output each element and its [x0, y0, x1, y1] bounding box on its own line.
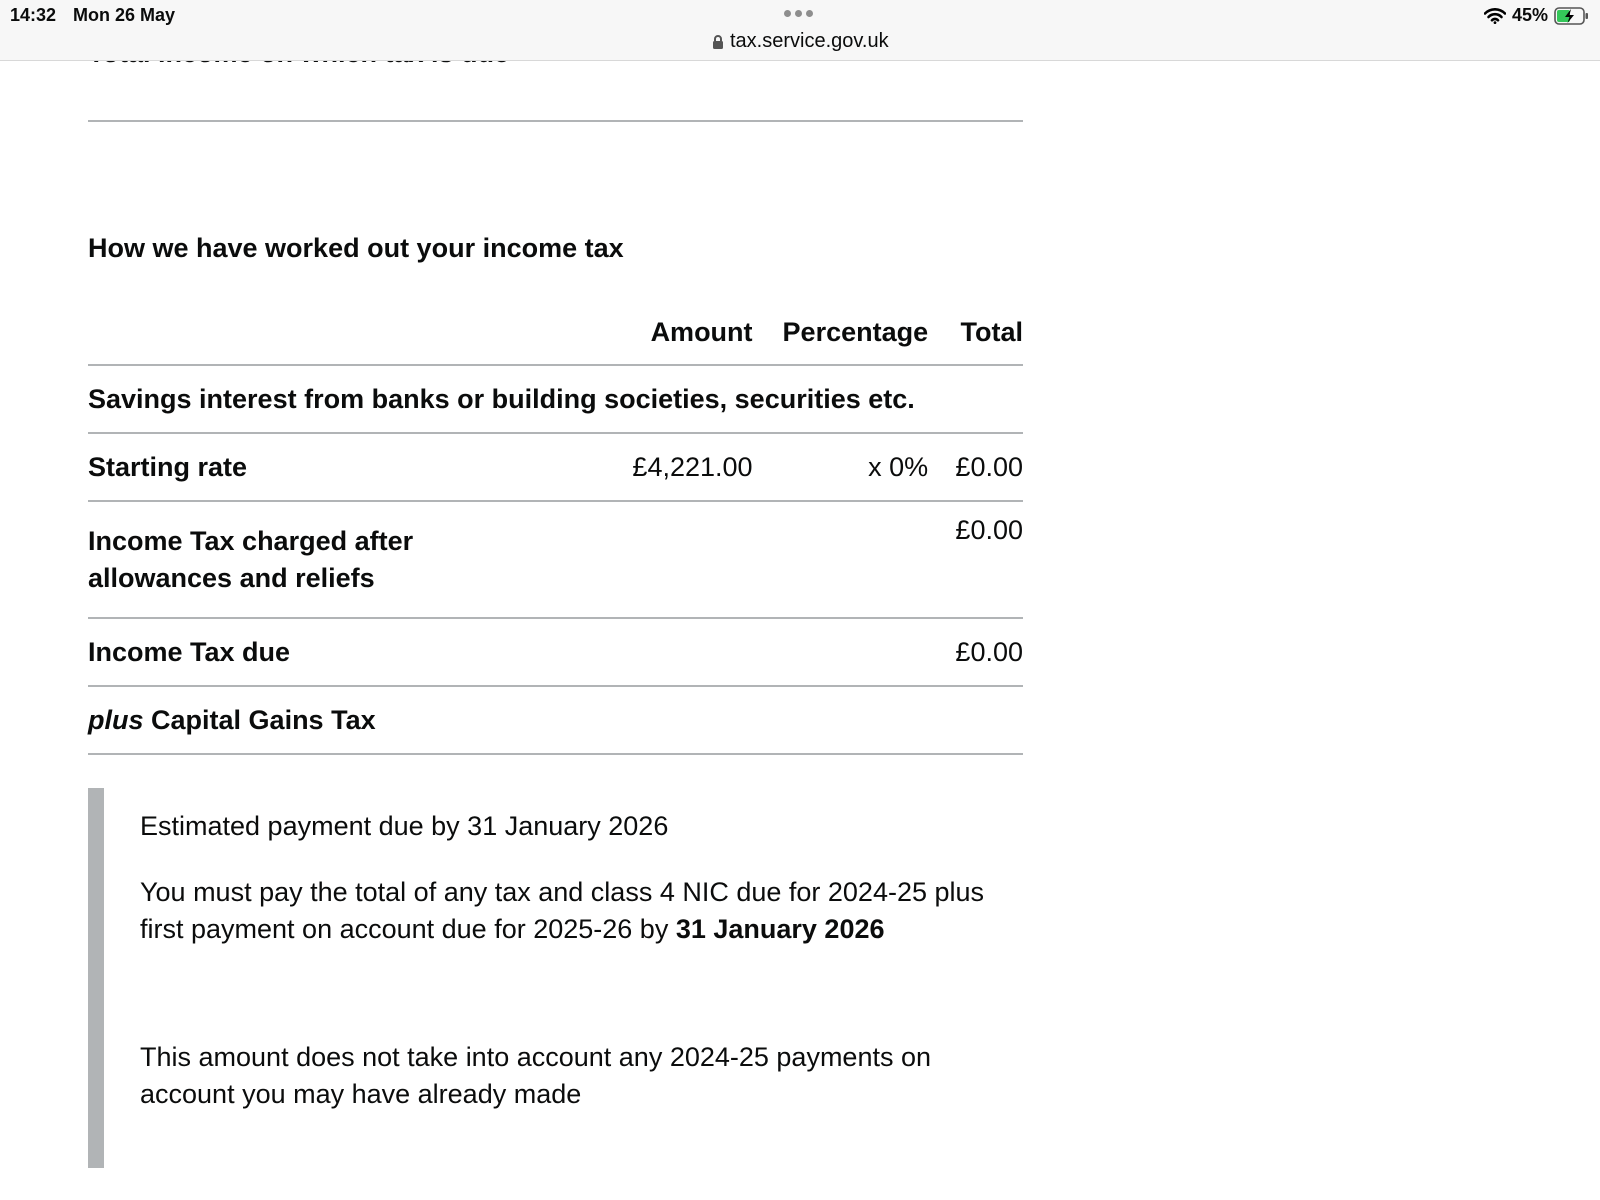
table-row-starting-rate	[88, 433, 1023, 501]
header-amount: Amount	[553, 300, 783, 365]
table-row-income-tax-due	[88, 618, 1023, 686]
header-description	[88, 300, 553, 365]
header-total: Total	[928, 300, 1023, 365]
table-header-row	[88, 300, 1023, 365]
address-bar[interactable]	[712, 30, 889, 53]
table-row-savings-heading	[88, 365, 1023, 433]
charged-after-allowances-total: £0.00	[955, 515, 1023, 545]
dot	[806, 10, 813, 17]
must-pay-text	[140, 874, 1020, 948]
must-pay-date: 31 January 2026	[675, 914, 885, 944]
status-time: 14:32	[10, 5, 57, 25]
empty-cell	[553, 618, 783, 686]
payment-inset	[88, 788, 1023, 1168]
income-tax-table	[88, 300, 1023, 755]
payments-on-account-note: This amount does not take into account any 2024-25 payments on account you may have already made	[140, 1042, 932, 1109]
lock-icon	[712, 34, 724, 50]
plus-prefix: plus	[88, 704, 144, 735]
battery-percentage: 45%	[1511, 5, 1548, 25]
starting-rate-amount: £4,221.00	[632, 451, 753, 482]
battery-charging-icon	[1554, 7, 1590, 25]
empty-cell	[783, 501, 929, 618]
section-divider	[88, 120, 1023, 122]
url-text: tax.service.gov.uk	[730, 30, 889, 52]
section-title: How we have worked out your income tax	[88, 233, 624, 263]
starting-rate-label: Starting rate	[88, 451, 248, 482]
dot	[784, 10, 791, 17]
income-tax-due-label: Income Tax due	[88, 636, 291, 667]
starting-rate-total: £0.00	[955, 451, 1023, 482]
dot	[795, 10, 802, 17]
savings-heading: Savings interest from banks or building societies, securities etc.	[88, 383, 915, 414]
capital-gains-label	[88, 686, 1023, 754]
browser-status-bar	[0, 0, 1600, 61]
header-percentage: Percentage	[783, 300, 929, 365]
estimated-payment-text: Estimated payment due by 31 January 2026	[140, 811, 669, 841]
table-row-capital-gains	[88, 686, 1023, 754]
starting-rate-percentage: x 0%	[868, 451, 929, 482]
must-pay-body: You must pay the total of any tax and class 4 NIC due for 2024-25 plus first payment on account due for 2025-26 by	[140, 877, 985, 944]
status-date: Mon 26 May	[73, 5, 176, 25]
charged-after-allowances-label: Income Tax charged after allowances and reliefs	[88, 525, 414, 593]
capital-gains-text: Capital Gains Tax	[151, 704, 376, 735]
wifi-icon	[1484, 8, 1506, 24]
income-tax-due-total: £0.00	[955, 636, 1023, 667]
more-dots-icon[interactable]	[784, 10, 813, 17]
empty-cell	[553, 501, 783, 618]
table-row-charged-after-allowances	[88, 501, 1023, 618]
empty-cell	[783, 618, 929, 686]
system-status	[1484, 5, 1590, 26]
